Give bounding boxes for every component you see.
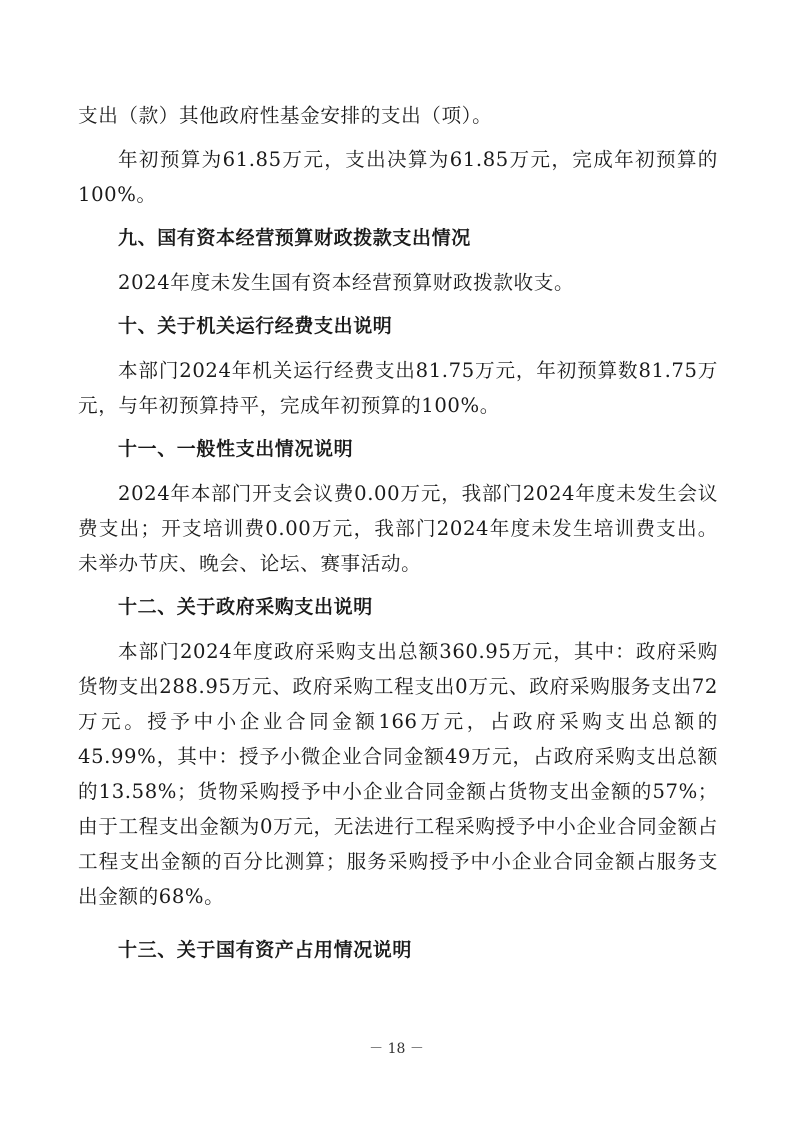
heading-section-12: 十二、关于政府采购支出说明 bbox=[118, 596, 373, 618]
heading-section-13: 十三、关于国有资产占用情况说明 bbox=[118, 939, 413, 961]
paragraph-budget-completion: 年初预算为61.85万元，支出决算为61.85万元，完成年初预算的100%。 bbox=[78, 148, 718, 206]
paragraph-operating-expenses: 本部门2024年机关运行经费支出81.75万元，年初预算数81.75万元，与年初预算持平，完成年初预算的100%。 bbox=[78, 359, 718, 417]
heading-section-11: 十一、一般性支出情况说明 bbox=[118, 438, 354, 460]
heading-section-10: 十、关于机关运行经费支出说明 bbox=[118, 315, 393, 337]
paragraph-state-capital: 2024年度未发生国有资本经营预算财政拨款收支。 bbox=[118, 271, 575, 294]
page-number: － 18 － bbox=[369, 1041, 424, 1057]
paragraph-procurement: 本部门2024年度政府采购支出总额360.95万元，其中：政府采购货物支出288.95万元、政府采购工程支出0万元、政府采购服务支出72万元。授予中小企业合同金额166万元，占政府采购支出总额的45.99%，其中：授予小微企业合同金额49万元，占政府采购支出总额的13.58%；货物采购授予中小企业合同金额占货物支出金额的57%；由于工程支出金额为0万元，无法进行工程采购授予中小企业合同金额占工程支出金额的百分比测算；服务采购授予中小企业合同金额占服务支出金额的68%。 bbox=[78, 640, 718, 908]
document-body bbox=[78, 98, 718, 977]
paragraph-continued: 支出（款）其他政府性基金安排的支出（项）。 bbox=[78, 104, 493, 127]
heading-section-9: 九、国有资本经营预算财政拨款支出情况 bbox=[118, 227, 471, 249]
paragraph-general-expenses: 2024年本部门开支会议费0.00万元，我部门2024年度未发生会议费支出；开支培训费0.00万元，我部门2024年度未发生培训费支出。未举办节庆、晚会、论坛、赛事活动。 bbox=[78, 482, 718, 575]
